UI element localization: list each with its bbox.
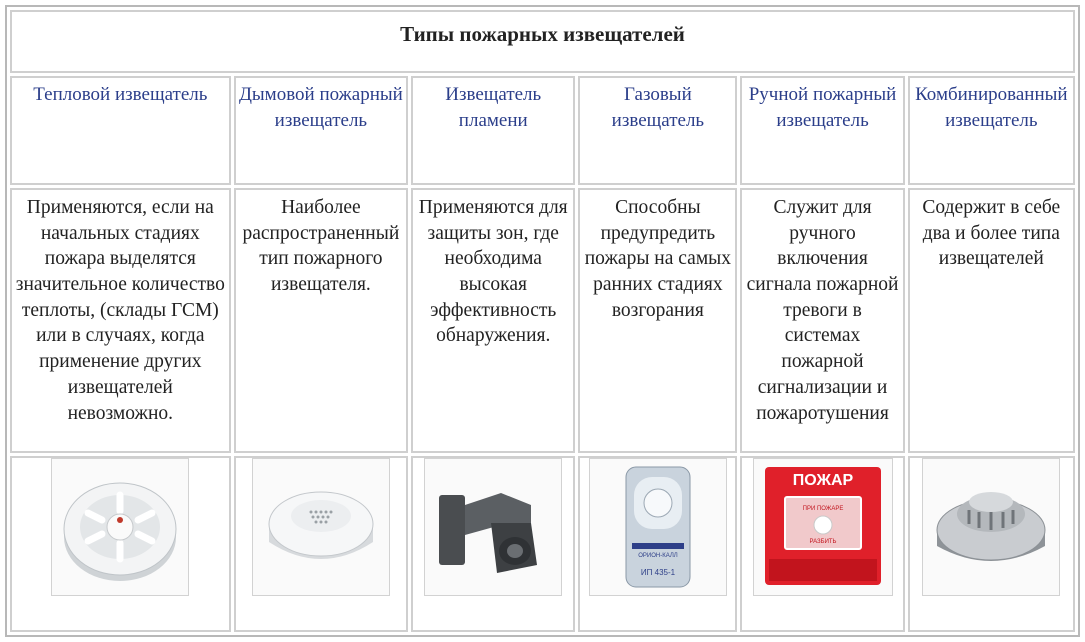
- header-smoke: Дымовой пожарный извещатель: [238, 83, 403, 131]
- image-cell-heat: [10, 456, 231, 632]
- header-gas: Газовый извещатель: [611, 83, 705, 131]
- header-cell-flame: [411, 76, 575, 185]
- desc-cell-flame: [411, 188, 575, 453]
- manual-line1: ПРИ ПОЖАРЕ: [802, 505, 843, 512]
- desc-heat: Применяются, если на начальных стадиях пожара выделятся значительное количество теплоты, (склады ГСМ) или в случаях, когда применение других извещателей невозможно.: [15, 196, 225, 424]
- desc-cell-smoke: [234, 188, 408, 453]
- table-title: Типы пожарных извещателей: [400, 22, 685, 46]
- header-cell-gas: [578, 76, 737, 185]
- header-cell-smoke: [234, 76, 408, 185]
- header-flame: Извещатель пламени: [445, 83, 542, 131]
- header-heat: Тепловой извещатель: [33, 83, 208, 105]
- combined-detector-icon: [922, 458, 1060, 596]
- table-title-cell: [10, 10, 1075, 73]
- gas-detector-icon: [589, 458, 727, 596]
- gas-label-bottom: ИП 435-1: [640, 567, 675, 577]
- manual-line2: РАЗБИТЬ: [809, 538, 837, 545]
- desc-flame: Применяются для защиты зон, где необходима высокая эффективность обнаружения.: [418, 196, 568, 347]
- detector-types-table: [5, 5, 1080, 637]
- heat-detector-icon: [51, 458, 189, 596]
- flame-detector-icon: [424, 458, 562, 596]
- header-manual: Ручной пожарный извещатель: [748, 83, 897, 131]
- desc-manual: Служит для ручного включения сигнала пожарной тревоги в системах пожарной сигнализации и пожаротушения: [746, 196, 899, 424]
- smoke-detector-icon: [252, 458, 390, 596]
- desc-cell-heat: [10, 188, 231, 453]
- gas-label-top: ОРИОН-КАЛЛ: [638, 552, 678, 559]
- image-cell-manual: [740, 456, 904, 632]
- detector-types-table-wrapper: [5, 5, 1080, 637]
- manual-title: ПОЖАР: [792, 471, 853, 489]
- desc-cell-combined: [908, 188, 1075, 453]
- desc-cell-gas: [578, 188, 737, 453]
- desc-cell-manual: [740, 188, 904, 453]
- image-cell-smoke: [234, 456, 408, 632]
- desc-combined: Содержит в себе два и более типа извещателей: [922, 196, 1061, 270]
- desc-gas: Способны предупредить пожары на самых ранних стадиях возгорания: [584, 196, 732, 321]
- image-cell-gas: [578, 456, 737, 632]
- desc-smoke: Наиболее распространенный тип пожарного извещателя.: [242, 196, 400, 296]
- image-cell-flame: [411, 456, 575, 632]
- header-combined: Комбинированный извещатель: [915, 83, 1068, 131]
- manual-call-point-icon: [753, 458, 893, 596]
- header-cell-manual: [740, 76, 904, 185]
- header-cell-combined: [908, 76, 1075, 185]
- header-cell-heat: [10, 76, 231, 185]
- image-cell-combined: [908, 456, 1075, 632]
